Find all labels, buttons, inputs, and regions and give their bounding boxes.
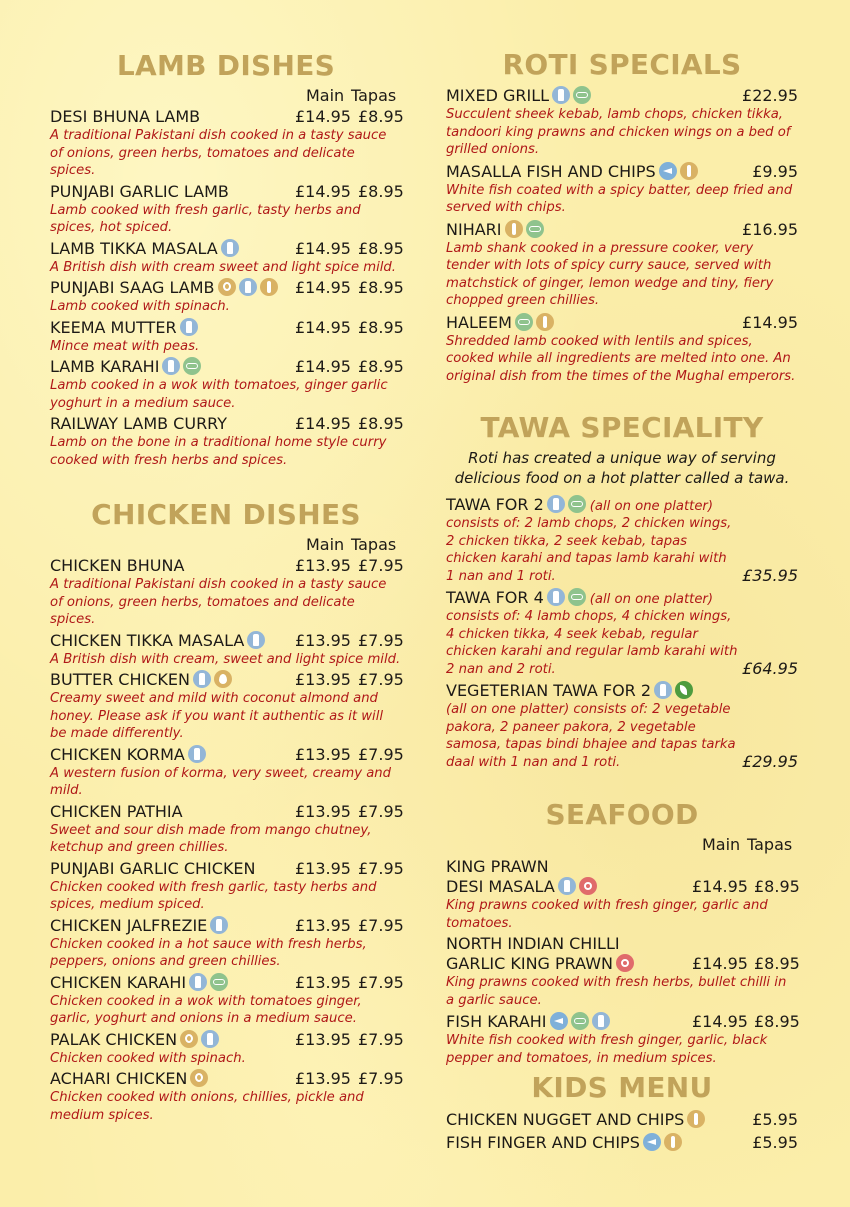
menu-item-name: NIHARI <box>446 219 502 239</box>
menu-item-name: TAWA FOR 2 <box>446 495 544 514</box>
menu-item-description: consists of: 2 lamb chops, 2 chicken wings, 2 chicken tikka, 2 seek kebab, tapas chicken karahi and tapas lamb karahi with 1 nan and 1 roti. <box>446 516 732 584</box>
nuts-allergen-icon <box>568 495 586 513</box>
mustard-allergen-icon <box>218 278 236 296</box>
tawa-intro: Roti has created a unique way of serving delicious food on a hot platter called a tawa. <box>454 449 790 487</box>
menu-item-description: A traditional Pakistani dish cooked in a tasty sauce of onions, green herbs, tomatoes and delicate spices. <box>50 577 387 627</box>
menu-item-description: Shredded lamb cooked with lentils and spices, cooked while all ingredients are melted into one. An original dish from the times of the Mughal emperors. <box>446 333 796 384</box>
menu-item <box>50 356 402 412</box>
menu-item-name: CHICKEN KORMA <box>50 744 185 764</box>
price-tapas: £7.95 <box>358 630 404 650</box>
menu-item <box>446 1011 798 1067</box>
menu-item <box>50 181 402 237</box>
menu-item-row <box>50 277 402 298</box>
kids-section <box>446 1068 798 1154</box>
milk-allergen-icon <box>592 1012 610 1030</box>
menu-item-description: Mince meat with peas. <box>50 338 200 354</box>
menu-item-row <box>446 1011 798 1032</box>
menu-item-name: DESI MASALA <box>446 877 555 896</box>
col-main-label: Main <box>306 535 345 554</box>
wheat-allergen-icon <box>505 220 523 238</box>
menu-item-row <box>50 669 402 690</box>
price-main: £13.95 <box>295 801 351 821</box>
menu-item-row <box>50 972 402 993</box>
fish-allergen-icon <box>659 162 677 180</box>
wheat-allergen-icon <box>680 162 698 180</box>
menu-item-row <box>446 1108 798 1131</box>
price-main: £14.95 <box>692 877 748 896</box>
price-tapas: £7.95 <box>358 915 404 935</box>
fish-allergen-icon <box>550 1012 568 1030</box>
menu-item-row <box>446 857 798 876</box>
price-main: £14.95 <box>295 107 351 126</box>
menu-item-name-line1: NORTH INDIAN CHILLI <box>446 934 620 953</box>
price-main: £14.95 <box>295 414 351 433</box>
menu-item-description: Chicken cooked with onions, chillies, pickle and medium spices. <box>50 1090 364 1123</box>
price-tapas: £7.95 <box>358 1029 404 1049</box>
menu-item-description: Chicken cooked with spinach. <box>50 1050 246 1066</box>
menu-item-name: CHICKEN PATHIA <box>50 801 183 821</box>
menu-item-row <box>50 238 402 259</box>
col-tapas-label: Tapas <box>351 86 397 105</box>
menu-item-row <box>446 934 798 953</box>
menu-item-name: CHICKEN KARAHI <box>50 972 187 992</box>
menu-item <box>446 161 798 217</box>
menu-item-name: MIXED GRILL <box>446 86 550 105</box>
price: £5.95 <box>752 1110 798 1129</box>
menu-item-description: Chicken cooked with fresh garlic, tasty herbs and spices, medium spiced. <box>50 879 377 912</box>
price-tapas: £8.95 <box>358 317 404 337</box>
menu-item-name: BUTTER CHICKEN <box>50 670 190 689</box>
fish-allergen-icon <box>643 1133 661 1151</box>
price: £29.95 <box>742 752 798 771</box>
nuts-allergen-icon <box>526 220 544 238</box>
section-title-seafood: SEAFOOD <box>545 798 699 831</box>
menu-item-name: GARLIC KING PRAWN <box>446 954 613 973</box>
price-tapas: £8.95 <box>358 414 404 433</box>
menu-item <box>446 494 798 585</box>
milk-allergen-icon <box>239 278 257 296</box>
section-title-lamb: LAMB DISHES <box>116 49 336 82</box>
menu-item-name: VEGETERIAN TAWA FOR 2 <box>446 681 652 700</box>
col-tapas-label: Tapas <box>747 835 793 854</box>
menu-item-description: Lamb cooked with spinach. <box>50 299 230 314</box>
section-title-kids: KIDS MENU <box>531 1071 713 1104</box>
milk-allergen-icon <box>558 877 576 895</box>
menu-item-name: FISH KARAHI <box>446 1012 547 1031</box>
price-tapas: £7.95 <box>358 972 404 992</box>
menu-item-name: PALAK CHICKEN <box>50 1029 178 1049</box>
menu-item <box>446 934 798 1009</box>
wheat-allergen-icon <box>260 278 278 296</box>
price-main: £14.95 <box>692 954 748 973</box>
menu-item-row <box>446 587 798 608</box>
menu-item-description: A British dish with cream, sweet and light spice mild. <box>50 651 401 667</box>
menu-item-name: LAMB TIKKA MASALA <box>50 238 218 258</box>
menu-item <box>446 219 798 310</box>
veg-allergen-icon <box>675 681 693 699</box>
menu-item-row <box>446 680 798 701</box>
menu-item-row <box>50 630 402 651</box>
nuts-allergen-icon <box>573 86 591 104</box>
menu-item <box>50 277 402 316</box>
crust-allergen-icon <box>616 954 634 972</box>
menu-item-row <box>50 1029 402 1050</box>
price-main: £14.95 <box>295 278 351 297</box>
menu-item <box>50 1029 402 1068</box>
menu-item <box>50 915 402 971</box>
menu-item <box>50 1068 402 1124</box>
menu-item <box>50 801 402 857</box>
price-main: £13.95 <box>295 630 351 650</box>
price-main: £13.95 <box>295 670 351 689</box>
crust-allergen-icon <box>579 877 597 895</box>
milk-allergen-icon <box>201 1030 219 1048</box>
menu-item-description: White fish cooked with fresh ginger, garlic, black pepper and tomatoes, in medium spices. <box>446 1033 768 1066</box>
menu-item <box>50 972 402 1028</box>
menu-item <box>50 106 402 180</box>
menu-item-name: HALEEM <box>446 312 512 332</box>
nuts-allergen-icon <box>210 973 228 991</box>
milk-allergen-icon <box>193 670 211 688</box>
menu-item-row <box>50 915 402 936</box>
milk-allergen-icon <box>552 86 570 104</box>
egg-allergen-icon <box>214 670 232 688</box>
menu-item-name: CHICKEN NUGGET AND CHIPS <box>446 1110 685 1129</box>
price-tapas: £8.95 <box>754 954 800 973</box>
menu-item-name: LAMB KARAHI <box>50 357 160 376</box>
wheat-allergen-icon <box>536 313 554 331</box>
nuts-allergen-icon <box>568 588 586 606</box>
menu-item-description: King prawns cooked with fresh herbs, bullet chilli in a garlic sauce. <box>446 975 787 1008</box>
wheat-allergen-icon <box>687 1110 705 1128</box>
milk-allergen-icon <box>654 681 672 699</box>
description-row <box>446 608 798 678</box>
menu-item-name: PUNJABI GARLIC CHICKEN <box>50 858 256 878</box>
menu-item <box>446 312 798 386</box>
price: £9.95 <box>752 161 798 181</box>
price-main: £13.95 <box>295 744 351 764</box>
milk-allergen-icon <box>547 588 565 606</box>
menu-item-name: CHICKEN JALFREZIE <box>50 915 208 935</box>
menu-item-description: Sweet and sour dish made from mango chutney, ketchup and green chillies. <box>50 822 372 855</box>
menu-item-name: CHICKEN TIKKA MASALA <box>50 630 245 650</box>
nuts-allergen-icon <box>571 1012 589 1030</box>
nuts-allergen-icon <box>515 313 533 331</box>
menu-item-row <box>50 413 402 434</box>
price-tapas: £8.95 <box>358 181 404 201</box>
menu-item-name: TAWA FOR 4 <box>446 588 544 607</box>
menu-item <box>50 238 402 277</box>
price-main: £13.95 <box>295 1029 351 1049</box>
menu-item-description: Lamb cooked with fresh garlic, tasty herbs and spices, hot spiced. <box>50 202 361 235</box>
menu-item-name: PUNJABI GARLIC LAMB <box>50 181 229 201</box>
menu-item-description: consists of: 4 lamb chops, 4 chicken wings, 4 chicken tikka, 4 seek kebab, regular chicken karahi and regular lamb karahi with 2 nan and 2 roti. <box>446 609 738 677</box>
price-main: £13.95 <box>295 556 351 575</box>
menu-item <box>446 587 798 678</box>
section-title-chicken: CHICKEN DISHES <box>91 498 361 531</box>
menu-item-description: (all on one platter) consists of: 2 vegetable pakora, 2 paneer pakora, 2 vegetable samosa, tapas bindi bhajee and tapas tarka daal with 1 nan and 1 roti. <box>446 702 736 770</box>
price-tapas: £8.95 <box>754 877 800 896</box>
menu-item-description: Lamb on the bone in a traditional home style curry cooked with fresh herbs and spices. <box>50 435 387 468</box>
price-tapas: £7.95 <box>358 744 404 764</box>
menu-item-name-line1: KING PRAWN <box>446 857 549 876</box>
col-tapas-label: Tapas <box>351 535 397 554</box>
price-main: £14.95 <box>295 357 351 376</box>
price-main: £13.95 <box>295 915 351 935</box>
menu-item-description: A western fusion of korma, very sweet, creamy and mild. <box>50 765 392 798</box>
platter-note: (all on one platter) <box>589 592 713 607</box>
menu-item-row <box>446 219 798 240</box>
milk-allergen-icon <box>180 318 198 336</box>
price-tapas: £8.95 <box>754 1012 800 1031</box>
price-main: £14.95 <box>295 238 351 258</box>
seafood-column-headers <box>446 835 798 857</box>
menu-item-name: MASALLA FISH AND CHIPS <box>446 161 656 181</box>
menu-item <box>50 744 402 800</box>
menu-item-name: ACHARI CHICKEN <box>50 1069 188 1088</box>
description-row <box>446 701 798 771</box>
menu-item-row <box>446 494 798 515</box>
menu-item <box>50 858 402 914</box>
menu-item-description: A British dish with cream sweet and light spice mild. <box>50 259 396 275</box>
menu-item-name: RAILWAY LAMB CURRY <box>50 414 228 433</box>
menu-item-row <box>50 555 402 576</box>
milk-allergen-icon <box>547 495 565 513</box>
menu-item <box>446 85 798 159</box>
menu-item-row <box>50 1068 402 1089</box>
menu-item-name: DESI BHUNA LAMB <box>50 107 201 126</box>
menu-item-row <box>50 356 402 377</box>
menu-item-row <box>50 181 402 202</box>
milk-allergen-icon <box>162 357 180 375</box>
price: £5.95 <box>752 1133 798 1152</box>
menu-item-description: Lamb shank cooked in a pressure cooker, very tender with lots of spicy curry sauce, served with matchstick of ginger, lemon wedge and tiny, fiery chopped green chillies. <box>446 240 774 308</box>
menu-item-row <box>446 953 798 974</box>
price: £64.95 <box>742 659 798 678</box>
description-row <box>446 515 798 585</box>
menu-item-description: White fish coated with a spicy batter, deep fried and served with chips. <box>446 182 793 215</box>
menu-item-name: FISH FINGER AND CHIPS <box>446 1133 640 1152</box>
milk-allergen-icon <box>188 745 206 763</box>
price: £16.95 <box>742 219 798 239</box>
price-main: £14.95 <box>295 317 351 337</box>
menu-item <box>446 680 798 771</box>
menu-item-description: King prawns cooked with fresh ginger, garlic and tomatoes. <box>446 898 768 931</box>
milk-allergen-icon <box>221 239 239 257</box>
menu-item <box>50 555 402 629</box>
price-tapas: £8.95 <box>358 357 404 376</box>
menu-item-row <box>446 1131 798 1154</box>
menu-item-description: Chicken cooked in a wok with tomatoes ginger, garlic, yoghurt and onions in a medium sauce. <box>50 993 362 1026</box>
menu-item-row <box>446 85 798 106</box>
menu-item-description: Chicken cooked in a hot sauce with fresh herbs, peppers, onions and green chillies. <box>50 936 367 969</box>
wheat-allergen-icon <box>664 1133 682 1151</box>
menu-item-name: KEEMA MUTTER <box>50 317 177 337</box>
chicken-section <box>50 495 402 1125</box>
menu-item-description: Creamy sweet and mild with coconut almond and honey. Please ask if you want it authentic as it will be made differently. <box>50 691 384 741</box>
menu-item-row <box>446 876 798 897</box>
seafood-section <box>446 795 798 1069</box>
lamb-section <box>50 46 402 470</box>
price-tapas: £8.95 <box>358 278 404 297</box>
menu-item <box>50 630 402 669</box>
price-main: £14.95 <box>295 181 351 201</box>
menu-item-description: Lamb cooked in a wok with tomatoes, ginger garlic yoghurt in a medium sauce. <box>50 378 388 411</box>
mustard-allergen-icon <box>190 1069 208 1087</box>
platter-note: (all on one platter) <box>589 499 713 514</box>
price-tapas: £7.95 <box>358 556 404 575</box>
price-tapas: £7.95 <box>358 801 404 821</box>
menu-item-row <box>50 801 402 822</box>
mustard-allergen-icon <box>180 1030 198 1048</box>
price: £14.95 <box>742 312 798 332</box>
menu-item <box>50 413 402 469</box>
price-main: £14.95 <box>692 1012 748 1031</box>
nuts-allergen-icon <box>183 357 201 375</box>
col-main-label: Main <box>702 835 741 854</box>
menu-item-description: Succulent sheek kebab, lamb chops, chicken tikka, tandoori king prawns and chicken wings on a bed of grilled onions. <box>446 107 791 157</box>
col-main-label: Main <box>306 86 345 105</box>
price-tapas: £7.95 <box>358 1069 404 1088</box>
menu-item-name: CHICKEN BHUNA <box>50 556 185 575</box>
price-tapas: £8.95 <box>358 238 404 258</box>
price-tapas: £7.95 <box>358 670 404 689</box>
section-title-tawa: TAWA SPECIALITY <box>480 411 764 444</box>
chicken-column-headers <box>50 535 402 555</box>
milk-allergen-icon <box>189 973 207 991</box>
price: £35.95 <box>742 566 798 585</box>
price: £22.95 <box>742 86 798 105</box>
milk-allergen-icon <box>247 631 265 649</box>
price-main: £13.95 <box>295 972 351 992</box>
section-title-roti: ROTI SPECIALS <box>502 48 742 81</box>
menu-item <box>50 317 402 356</box>
roti-section <box>446 45 798 387</box>
tawa-section <box>446 408 798 773</box>
menu-item-name: PUNJABI SAAG LAMB <box>50 278 215 297</box>
menu-item <box>446 857 798 932</box>
menu-item-row <box>50 106 402 127</box>
lamb-column-headers <box>50 86 402 106</box>
milk-allergen-icon <box>210 916 228 934</box>
price-main: £13.95 <box>295 858 351 878</box>
menu-item-row <box>50 858 402 879</box>
menu-item <box>50 669 402 743</box>
menu-item-row <box>50 744 402 765</box>
price-tapas: £8.95 <box>358 107 404 126</box>
menu-item-description: A traditional Pakistani dish cooked in a tasty sauce of onions, green herbs, tomatoes and delicate spices. <box>50 128 387 178</box>
menu-item-row <box>446 161 798 182</box>
price-main: £13.95 <box>295 1069 351 1088</box>
price-tapas: £7.95 <box>358 858 404 878</box>
menu-item-row <box>446 312 798 333</box>
menu-item-row <box>50 317 402 338</box>
